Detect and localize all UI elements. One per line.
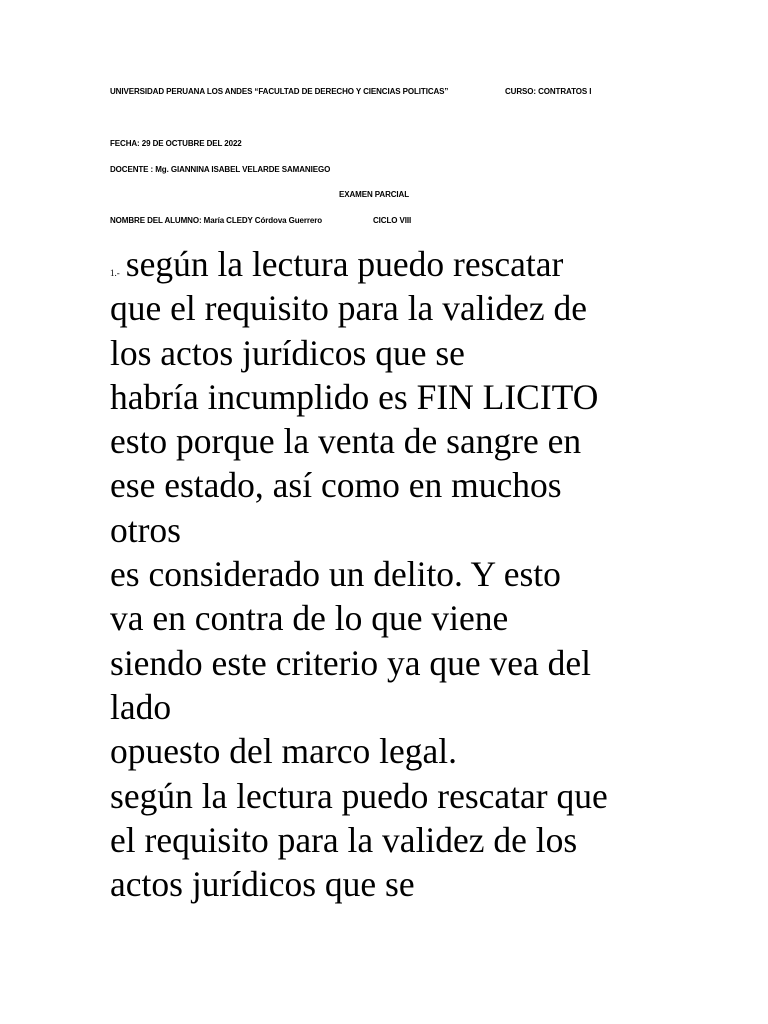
- answer-line: va en contra de lo que viene: [110, 598, 509, 639]
- cycle-label: CICLO VIII: [373, 216, 412, 225]
- answer-line: siendo este criterio ya que vea del: [110, 642, 592, 683]
- answer-line: el requisito para la validez de los: [110, 819, 578, 860]
- answer-line: esto porque la venta de sangre en: [110, 421, 582, 462]
- answer-line: según la lectura puedo rescatar que: [110, 775, 608, 816]
- answer-line: opuesto del marco legal.: [110, 731, 457, 772]
- answer-line: que el requisito para la validez de: [110, 288, 588, 329]
- answer-line: [110, 242, 670, 286]
- answer-body: [110, 242, 670, 906]
- answer-line: actos jurídicos que se: [110, 864, 415, 905]
- course-label: CURSO: CONTRATOS I: [505, 87, 592, 96]
- teacher-label: DOCENTE : Mg. GIANNINA ISABEL VELARDE SAMANIEGO: [110, 165, 331, 174]
- answer-line: los actos jurídicos que se: [110, 332, 465, 373]
- answer-line: otros: [110, 509, 181, 550]
- answer-line-text: según la lectura puedo rescatar: [125, 244, 564, 284]
- answer-line: habría incumplido es FIN LICITO: [110, 376, 599, 417]
- question-number: 1.-: [110, 268, 120, 278]
- student-name-label: NOMBRE DEL ALUMNO: María CLEDY Córdova Guerrero: [110, 216, 323, 225]
- exam-title: EXAMEN PARCIAL: [339, 190, 410, 199]
- university-header: UNIVERSIDAD PERUANA LOS ANDES “FACULTAD DE DERECHO Y CIENCIAS POLITICAS”: [110, 87, 449, 96]
- answer-line: es considerado un delito. Y esto: [110, 554, 561, 595]
- date-label: FECHA: 29 DE OCTUBRE DEL 2022: [110, 139, 242, 148]
- answer-line: ese estado, así como en muchos: [110, 465, 562, 506]
- answer-line: lado: [110, 686, 172, 727]
